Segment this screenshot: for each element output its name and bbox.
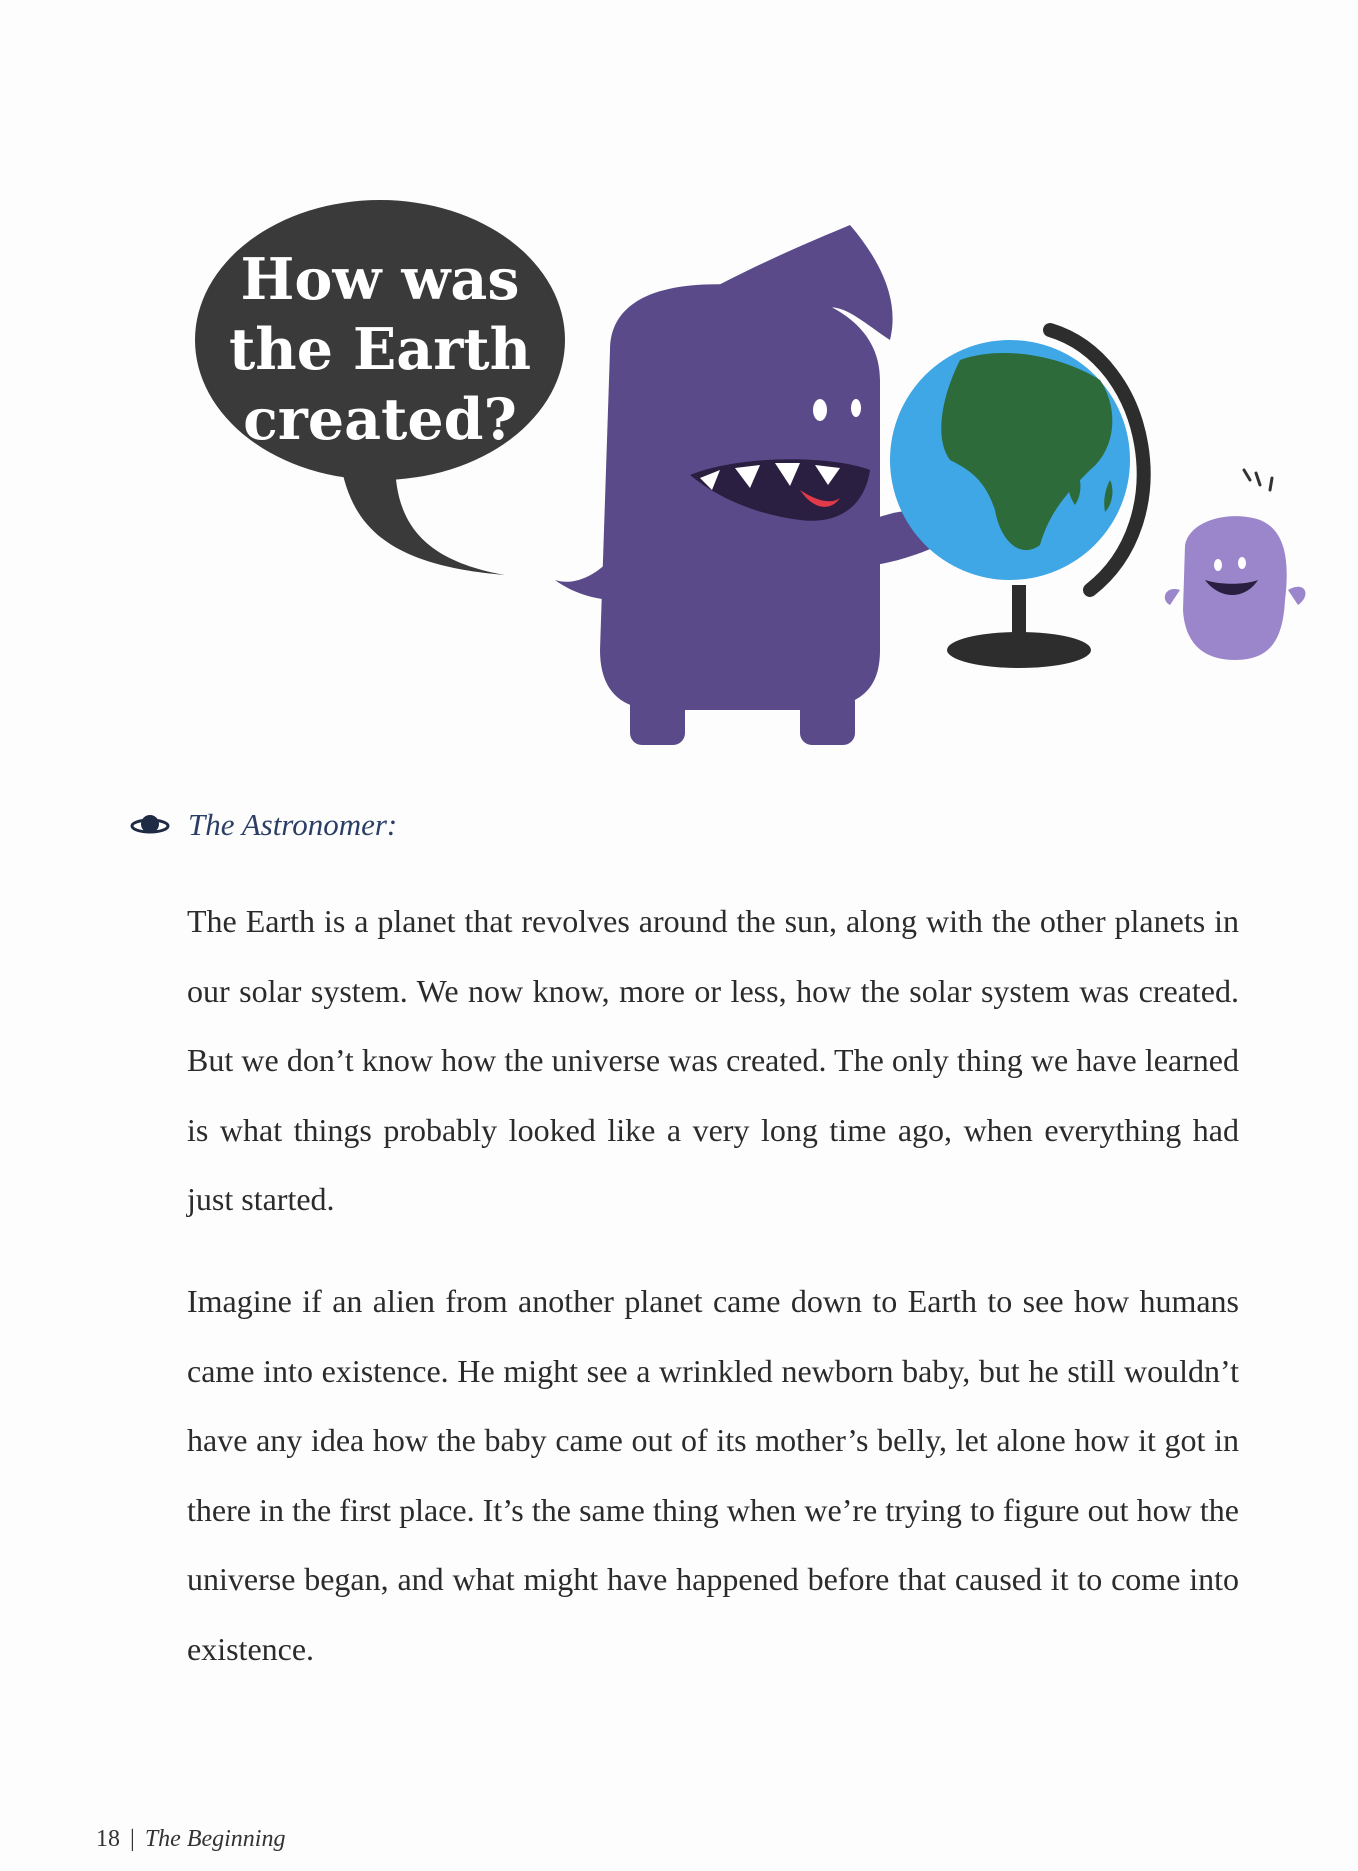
planet-icon bbox=[130, 811, 170, 839]
paragraph-1: The Earth is a planet that revolves around the sun, along with the other planets in our solar system. We now know, more or less, how the solar system was created. But we don’t know how the universe was created. The only thing we have learned is what things probably looked like a very long time ago, when everything had just started. bbox=[187, 903, 1239, 1217]
big-monster bbox=[555, 225, 950, 745]
speaker-name: The Astronomer: bbox=[188, 807, 398, 842]
speaker-heading bbox=[130, 800, 397, 850]
illustration bbox=[0, 0, 1358, 760]
paragraph-2: Imagine if an alien from another planet came down to Earth to see how humans came into existence. He might see a wrinkled newborn baby, but he still wouldn’t have any idea how the baby came out of its mother’s belly, let alone how it got in there in the first place. It’s the same thing when we’re trying to figure out how the universe began, and what might have happened before that caused it to come into existence. bbox=[187, 1283, 1239, 1667]
bubble-line-2: the Earth bbox=[228, 316, 532, 383]
page-number: 18 bbox=[96, 1826, 120, 1852]
speech-bubble-text bbox=[210, 245, 550, 455]
chapter-title: The Beginning bbox=[144, 1826, 286, 1852]
footer-separator: | bbox=[130, 1826, 135, 1852]
bubble-line-3: created? bbox=[243, 386, 517, 453]
bubble-line-1: How was bbox=[240, 246, 520, 313]
small-monster bbox=[1165, 470, 1306, 660]
globe bbox=[890, 330, 1144, 668]
page-footer bbox=[96, 1826, 285, 1853]
